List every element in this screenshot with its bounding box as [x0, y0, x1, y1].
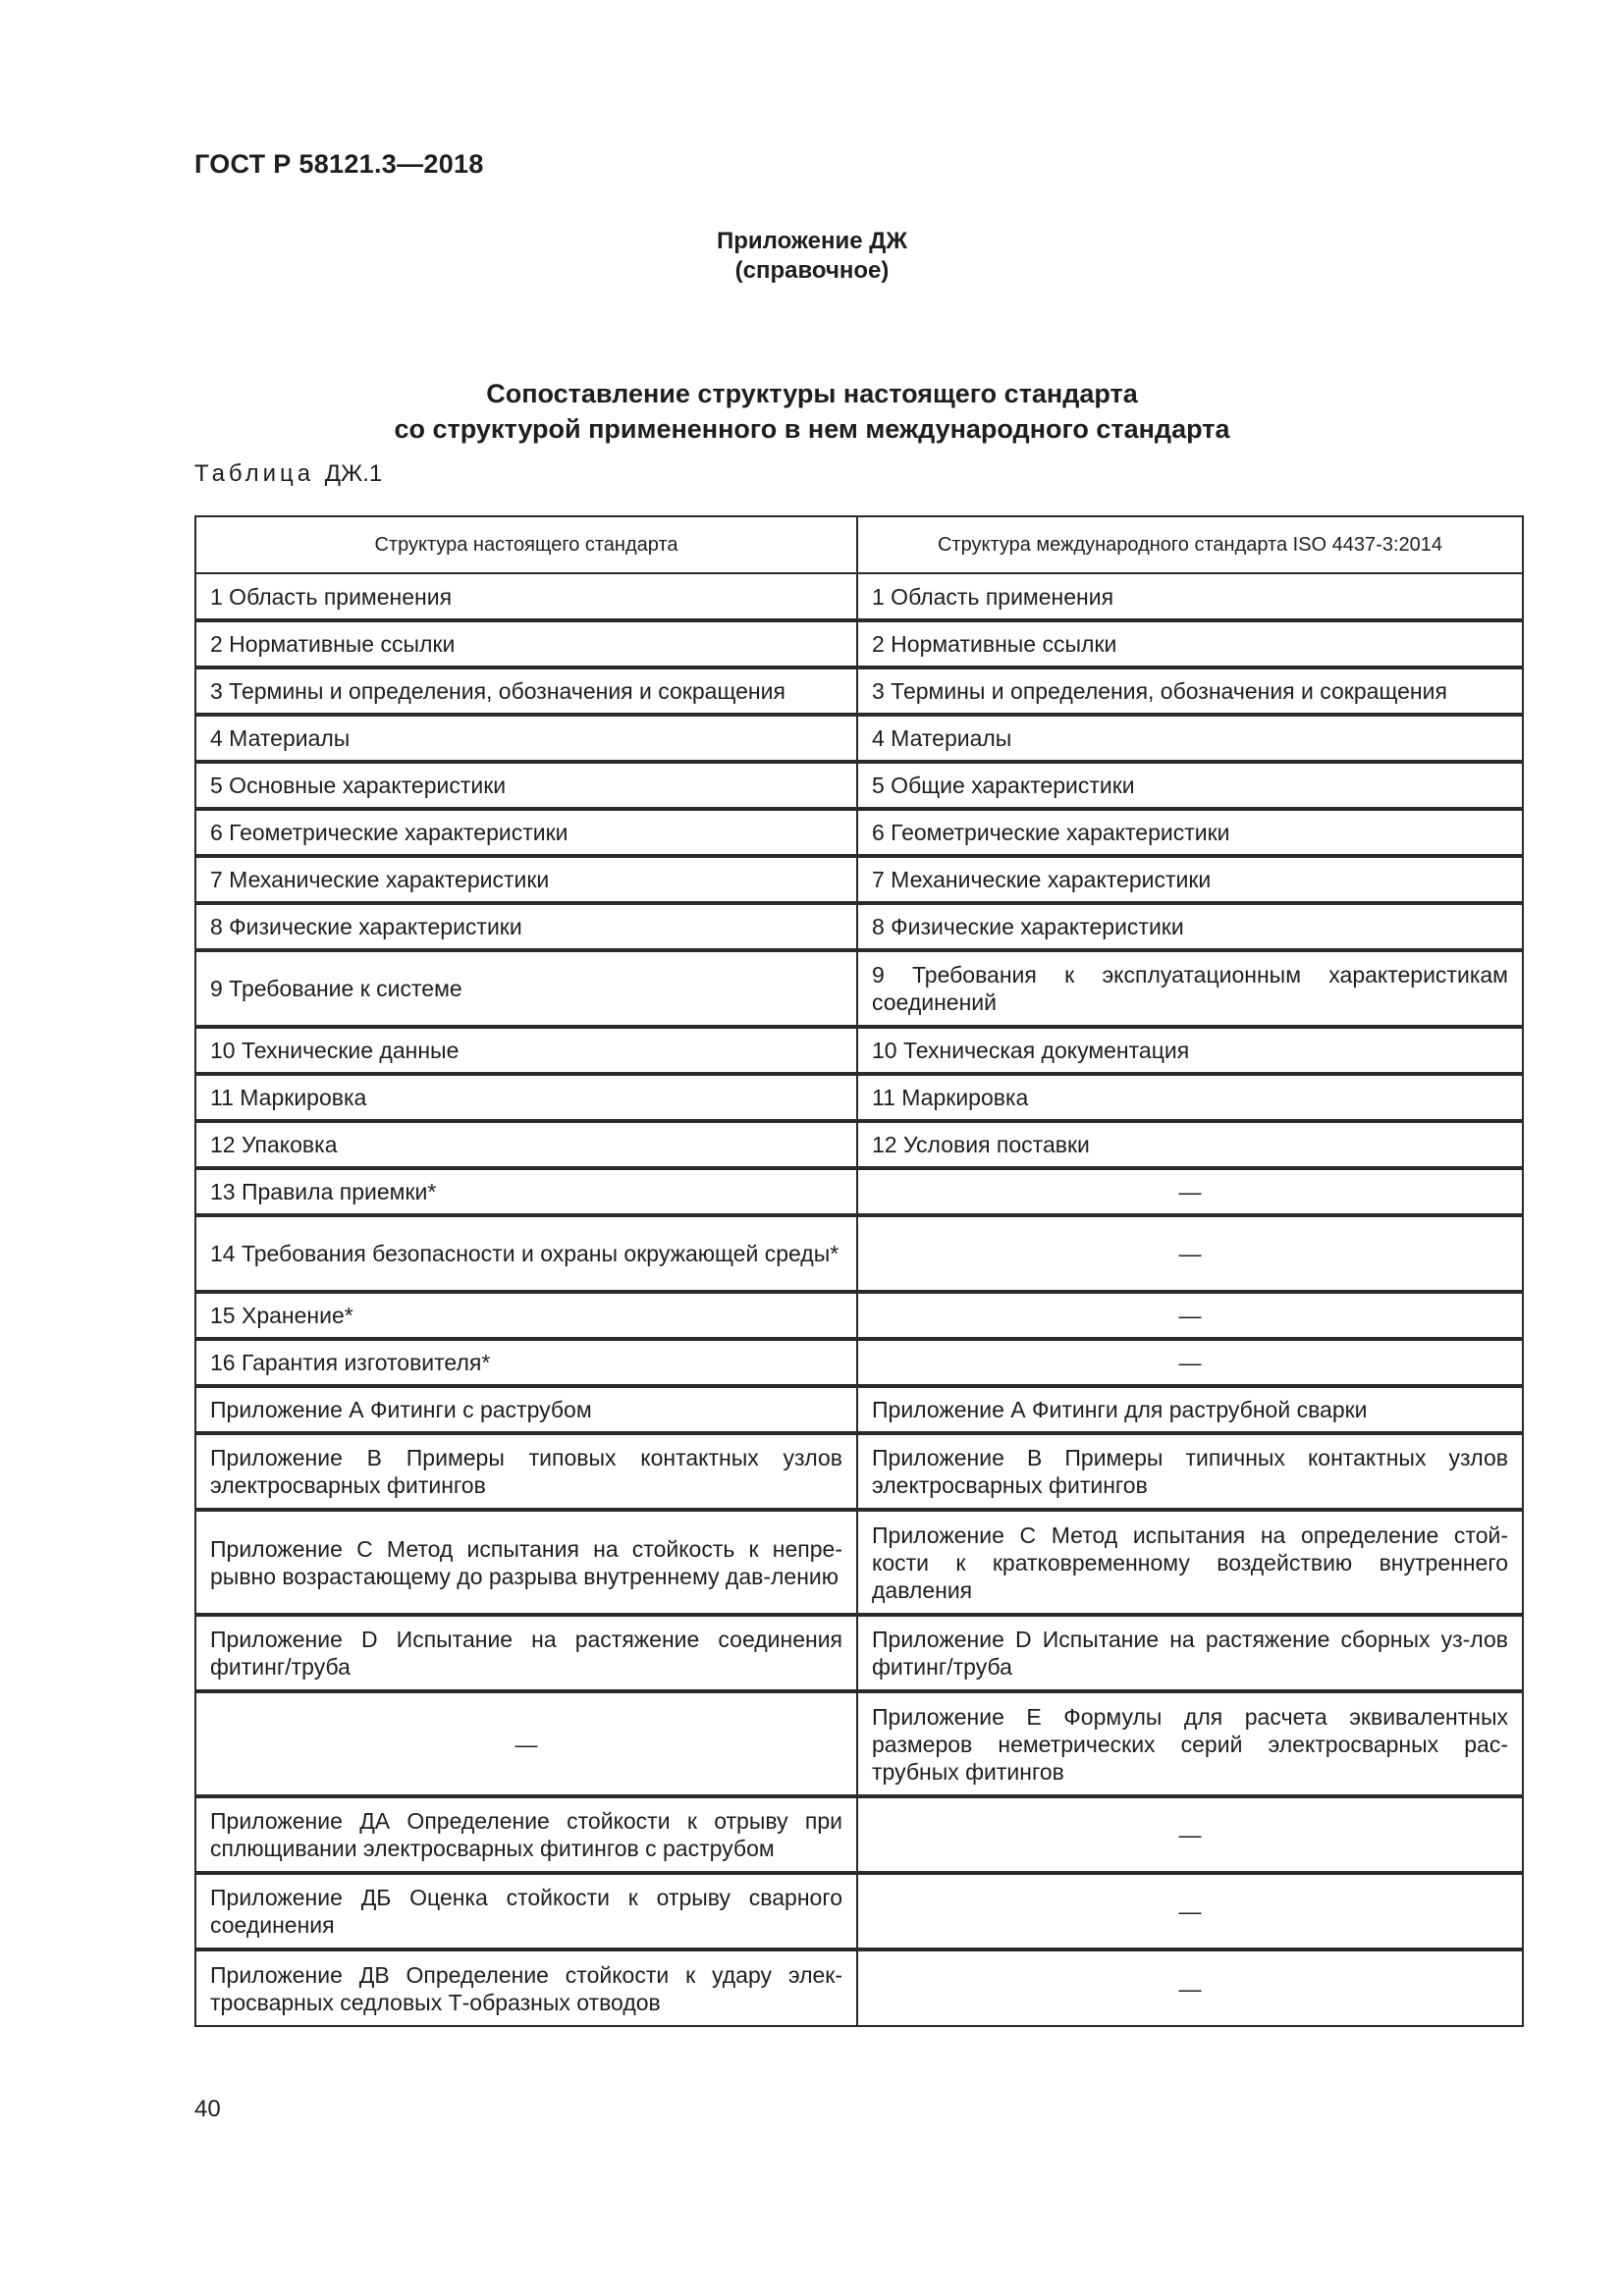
page-number: 40 [194, 2096, 221, 2122]
cell-national-structure: 16 Гарантия изготовителя* [195, 1339, 857, 1386]
table-row [195, 903, 1523, 950]
cell-national-structure: Приложение В Примеры типовых контактных узлов электросварных фитингов [195, 1433, 857, 1510]
appendix-subtitle: (справочное) [734, 257, 890, 284]
table-caption [194, 460, 382, 488]
cell-national-structure: 14 Требования безопасности и охраны окружающей среды* [195, 1215, 857, 1292]
table-row [195, 1433, 1523, 1510]
main-title [0, 376, 1624, 447]
cell-international-structure: 7 Механические характеристики [857, 856, 1523, 903]
cell-national-structure: 11 Маркировка [195, 1074, 857, 1121]
cell-national-structure: Приложение ДА Определение стойкости к отрыву при сплющивании электросварных фитингов с раструбом [195, 1796, 857, 1873]
table-row [195, 1873, 1523, 1949]
cell-national-structure: 5 Основные характеристики [195, 762, 857, 809]
table-row [195, 1510, 1523, 1615]
cell-international-structure: 8 Физические характеристики [857, 903, 1523, 950]
appendix-heading [0, 227, 1624, 286]
cell-national-structure: 12 Упаковка [195, 1121, 857, 1168]
document-code: ГОСТ Р 58121.3—2018 [194, 149, 484, 179]
table-row [195, 1292, 1523, 1339]
appendix-title: Приложение ДЖ [716, 228, 908, 254]
cell-national-structure: 13 Правила приемки* [195, 1168, 857, 1215]
cell-international-structure: 6 Геометрические характеристики [857, 809, 1523, 856]
cell-national-structure: 15 Хранение* [195, 1292, 857, 1339]
cell-international-structure: 11 Маркировка [857, 1074, 1523, 1121]
table-row [195, 1027, 1523, 1074]
cell-national-structure: Приложение А Фитинги с раструбом [195, 1386, 857, 1433]
table-row [195, 1168, 1523, 1215]
table-row [195, 1339, 1523, 1386]
cell-international-structure: 3 Термины и определения, обозначения и сокращения [857, 667, 1523, 715]
cell-national-structure: Приложение ДБ Оценка стойкости к отрыву сварного соединения [195, 1873, 857, 1949]
cell-international-structure: — [857, 1873, 1523, 1949]
table-row [195, 573, 1523, 620]
cell-international-structure: Приложение С Метод испытания на определение стой-кости к кратковременному воздействию внутреннего давления [857, 1510, 1523, 1615]
table-row [195, 1691, 1523, 1796]
table-row [195, 1121, 1523, 1168]
cell-international-structure: 2 Нормативные ссылки [857, 620, 1523, 667]
cell-national-structure: 10 Технические данные [195, 1027, 857, 1074]
comparison-table [194, 515, 1524, 2027]
cell-international-structure: — [857, 1292, 1523, 1339]
table-row [195, 1215, 1523, 1292]
cell-international-structure: — [857, 1215, 1523, 1292]
table-row [195, 1386, 1523, 1433]
main-title-line-1: Сопоставление структуры настоящего стандарта [486, 379, 1138, 408]
cell-international-structure: 12 Условия поставки [857, 1121, 1523, 1168]
table-body [195, 573, 1523, 2026]
cell-international-structure: — [857, 1949, 1523, 2026]
table-row [195, 1796, 1523, 1873]
cell-international-structure: 10 Техническая документация [857, 1027, 1523, 1074]
cell-international-structure: Приложение А Фитинги для раструбной сварки [857, 1386, 1523, 1433]
cell-international-structure: Приложение D Испытание на растяжение сборных уз-лов фитинг/труба [857, 1615, 1523, 1691]
cell-national-structure: 7 Механические характеристики [195, 856, 857, 903]
table-row [195, 1074, 1523, 1121]
cell-national-structure: 6 Геометрические характеристики [195, 809, 857, 856]
table-caption-label: Таблица [194, 460, 315, 487]
table-caption-number: ДЖ.1 [324, 460, 383, 487]
table-row [195, 1615, 1523, 1691]
table-row [195, 856, 1523, 903]
cell-national-structure: Приложение D Испытание на растяжение соединения фитинг/труба [195, 1615, 857, 1691]
cell-national-structure: 1 Область применения [195, 573, 857, 620]
cell-national-structure: — [195, 1691, 857, 1796]
cell-national-structure: 3 Термины и определения, обозначения и сокращения [195, 667, 857, 715]
table-row [195, 620, 1523, 667]
table-row [195, 715, 1523, 762]
column-header-national: Структура настоящего стандарта [195, 516, 857, 573]
table-row [195, 809, 1523, 856]
cell-national-structure: 2 Нормативные ссылки [195, 620, 857, 667]
cell-international-structure: 9 Требования к эксплуатационным характеристикам соединений [857, 950, 1523, 1027]
cell-international-structure: 1 Область применения [857, 573, 1523, 620]
cell-national-structure: 9 Требование к системе [195, 950, 857, 1027]
cell-national-structure: 4 Материалы [195, 715, 857, 762]
column-header-international: Структура международного стандарта ISO 4437-3:2014 [857, 516, 1523, 573]
cell-national-structure: Приложение С Метод испытания на стойкость к непре-рывно возрастающему до разрыва внутреннему дав-лению [195, 1510, 857, 1615]
cell-national-structure: 8 Физические характеристики [195, 903, 857, 950]
table-row [195, 950, 1523, 1027]
cell-international-structure: — [857, 1796, 1523, 1873]
cell-international-structure: 4 Материалы [857, 715, 1523, 762]
cell-national-structure: Приложение ДВ Определение стойкости к удару элек-тросварных седловых Т-образных отводов [195, 1949, 857, 2026]
cell-international-structure: — [857, 1168, 1523, 1215]
table-row [195, 1949, 1523, 2026]
cell-international-structure: Приложение Е Формулы для расчета эквивалентных размеров неметрических серий электросварных рас-трубных фитингов [857, 1691, 1523, 1796]
table-header-row [195, 516, 1523, 573]
cell-international-structure: 5 Общие характеристики [857, 762, 1523, 809]
cell-international-structure: — [857, 1339, 1523, 1386]
main-title-line-2: со структурой примененного в нем международного стандарта [394, 414, 1230, 444]
table-row [195, 667, 1523, 715]
cell-international-structure: Приложение В Примеры типичных контактных узлов электросварных фитингов [857, 1433, 1523, 1510]
table-row [195, 762, 1523, 809]
